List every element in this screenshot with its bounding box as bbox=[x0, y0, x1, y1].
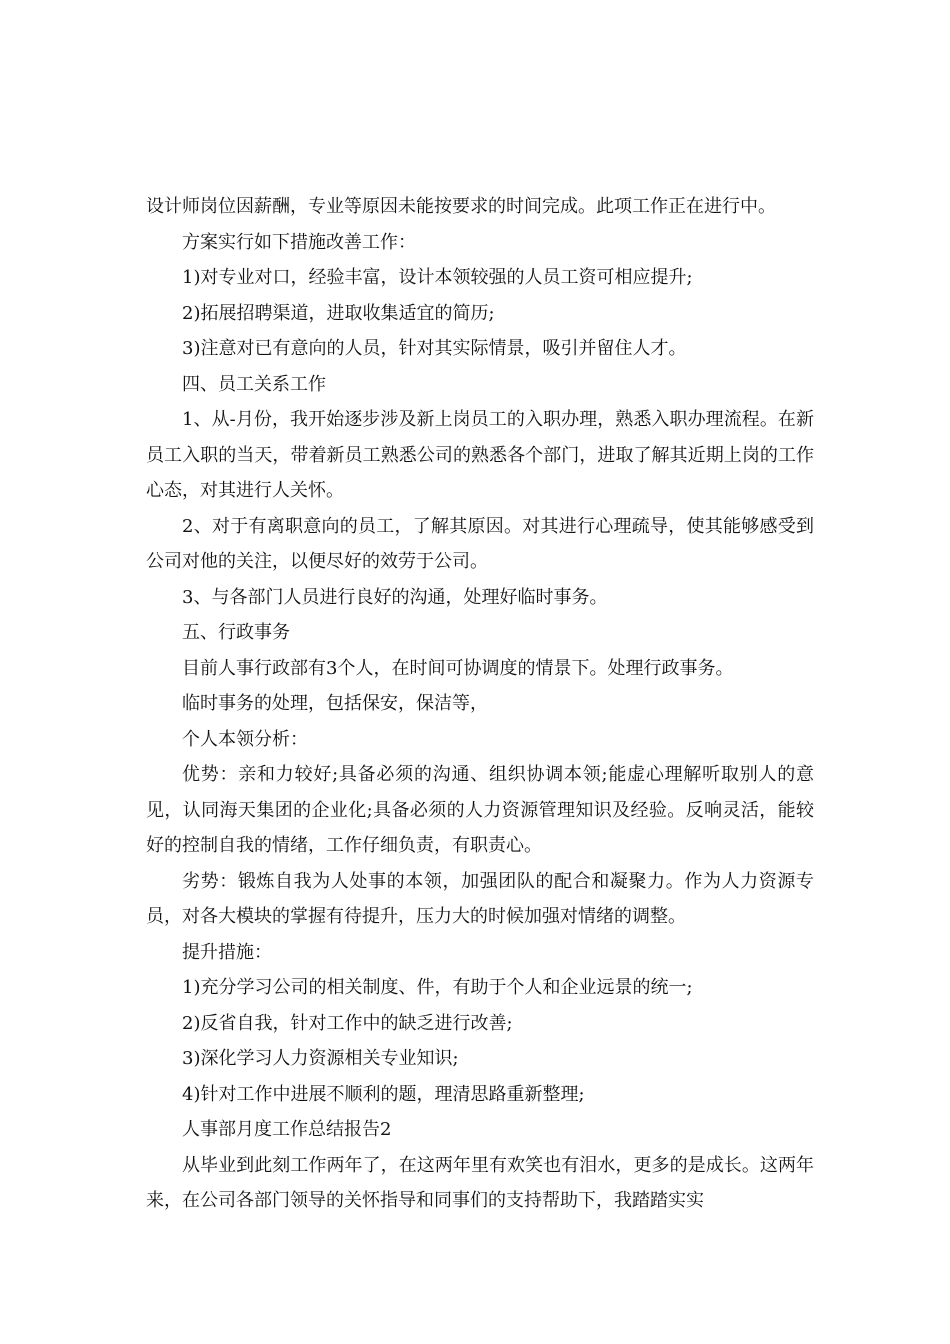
paragraph: 方案实行如下措施改善工作： bbox=[182, 231, 416, 253]
paragraph: 从毕业到此刻工作两年了，在这两年里有欢笑也有泪水，更多的是成长。这两年来，在公司各部门领导的关怀指导和同事们的支持帮助下，我踏踏实实 bbox=[146, 1154, 814, 1211]
section-heading: 四、员工关系工作 bbox=[182, 373, 326, 395]
list-item: 2)拓展招聘渠道，进取收集适宜的简历; bbox=[182, 302, 495, 324]
list-item: 4)针对工作中进展不顺利的题，理清思路重新整理; bbox=[182, 1083, 585, 1105]
paragraph: 2、对于有离职意向的员工，了解其原因。对其进行心理疏导，使其能够感受到公司对他的关注，以便尽好的效劳于公司。 bbox=[146, 515, 814, 572]
paragraph: 目前人事行政部有3个人，在时间可协调度的情景下。处理行政事务。 bbox=[182, 657, 734, 679]
report-title: 人事部月度工作总结报告2 bbox=[182, 1119, 392, 1140]
list-item: 1)充分学习公司的相关制度、件，有助于个人和企业远景的统一; bbox=[182, 977, 693, 998]
section-heading: 个人本领分析： bbox=[182, 728, 308, 750]
section-heading: 五、行政事务 bbox=[182, 622, 290, 643]
list-item: 3)深化学习人力资源相关专业知识; bbox=[182, 1048, 459, 1069]
document-body bbox=[146, 189, 814, 1219]
paragraph: 设计师岗位因薪酬，专业等原因未能按要求的时间完成。此项工作正在进行中。 bbox=[146, 196, 776, 217]
list-item: 3)注意对已有意向的人员，针对其实际情景，吸引并留住人才。 bbox=[182, 338, 687, 359]
paragraph: 劣势：锻炼自我为人处事的本领，加强团队的配合和凝聚力。作为人力资源专员，对各大模块的掌握有待提升，压力大的时候加强对情绪的调整。 bbox=[146, 870, 814, 927]
paragraph: 临时事务的处理，包括保安，保洁等， bbox=[182, 693, 488, 714]
paragraph: 1、从-月份，我开始逐步涉及新上岗员工的入职办理，熟悉入职办理流程。在新员工入职的当天，带着新员工熟悉公司的熟悉各个部门，进取了解其近期上岗的工作心态，对其进行人关怀。 bbox=[146, 409, 814, 501]
list-item: 2)反省自我，针对工作中的缺乏进行改善; bbox=[182, 1012, 513, 1034]
list-item: 1)对专业对口，经验丰富，设计本领较强的人员工资可相应提升; bbox=[182, 267, 693, 288]
section-heading: 提升措施： bbox=[182, 941, 272, 963]
paragraph: 3、与各部门人员进行良好的沟通，处理好临时事务。 bbox=[182, 586, 608, 608]
paragraph: 优势：亲和力较好;具备必须的沟通、组织协调本领;能虚心理解听取别人的意见，认同海天集团的企业化;具备必须的人力资源管理知识及经验。反响灵活，能较好的控制自我的情绪，工作仔细负责，有职责心。 bbox=[146, 764, 814, 856]
